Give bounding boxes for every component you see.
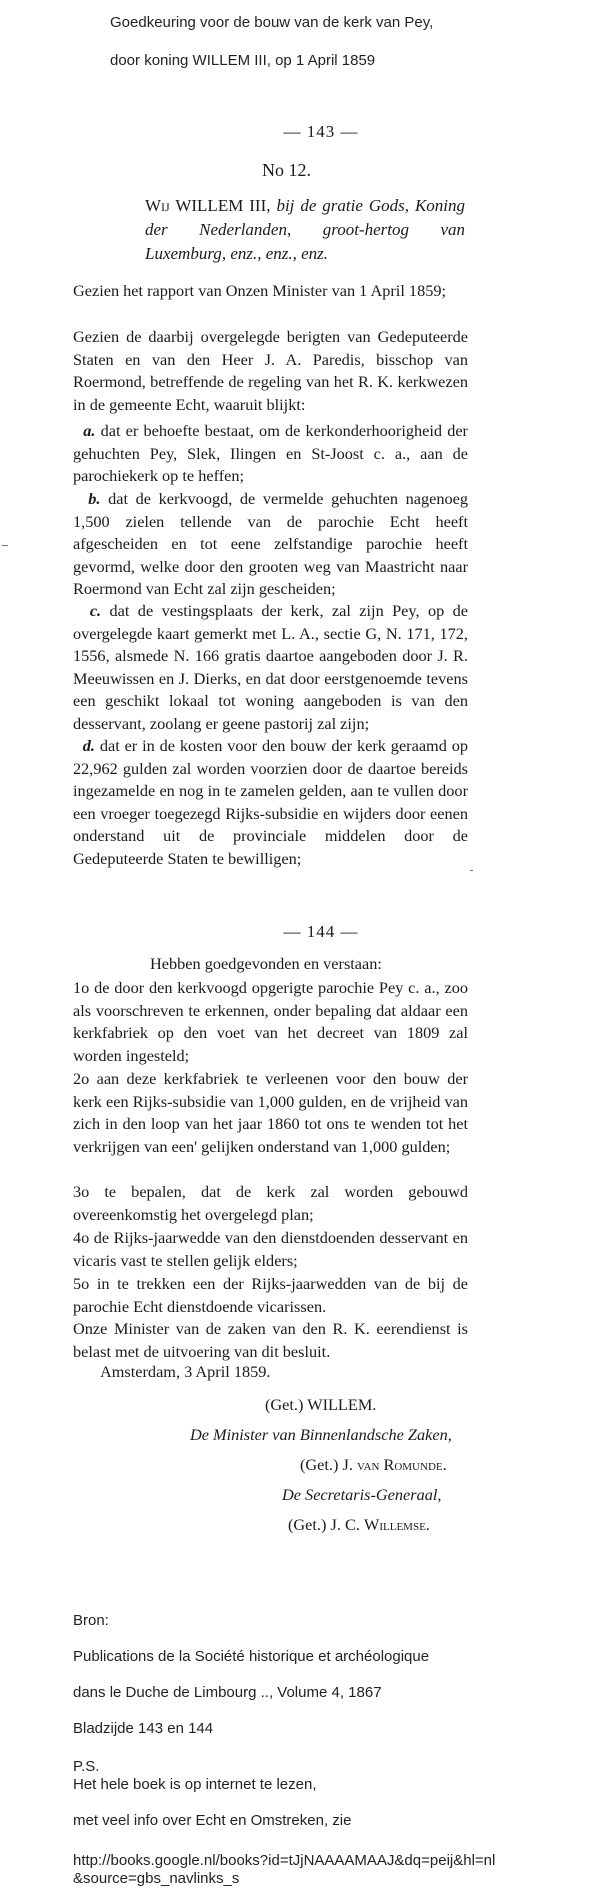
clause-a-label: a. (83, 421, 96, 440)
clause-b-text: dat de kerkvoogd, de vermelde gehuchten nagenoeg 1,500 zielen tellende van de parochie Echt heeft afgescheiden en tot eene zelfstandige parochie heeft gevormd, welke door den grooten weg van Maastricht naar Roermond van Echt zal zijn gescheiden; (73, 489, 469, 598)
title-italic-3: groot-hertog van Luxemburg (145, 220, 465, 263)
minister-title: De Minister van Binnenlandsche Zaken, (190, 1425, 452, 1444)
secretary-title: De Secretaris-Generaal, (282, 1485, 442, 1504)
intro-line-2: door koning WILLEM III, op 1 April 1859 (110, 52, 376, 69)
source-line-3: Bladzijde 143 en 144 (73, 1720, 214, 1737)
scan-speck (2, 545, 8, 546)
resolution-item-2: 2o aan deze kerkfabriek te verleenen voor den bouw der kerk een Rijks-subsidie van 1,000 gulden, en de vrijheid van zich in den loop van het jaar 1860 tot ons te wenden tot het verkrijgen van een' gelijken onderstand van 1,000 gulden; (73, 1069, 468, 1156)
title-italic-2: Koning der Nederlanden (145, 196, 465, 239)
clause-a-text: dat er behoefte bestaat, om de kerkonderhoorigheid der gehuchten Pey, Slek, Ilingen en St-Joost c. a., aan de parochiekerk op te heffen; (73, 421, 468, 485)
clause-d-text: dat er in de kosten voor den bouw der kerk geraamd op 22,962 gulden zal worden voorzien door de daartoe bereids ingezamelde en nog in te zamelen gelden, aan te vullen door een vroeger toegezegd Rijks-subsidie en wijders door eenen onderstand uit de provinciale middelen door de Gedeputeerde Staten te bewilligen; (73, 736, 468, 868)
clause-d (73, 735, 468, 870)
source-line-2: dans le Duche de Limbourg .., Volume 4, 1867 (73, 1684, 382, 1701)
title-tail: enz., enz., enz. (230, 244, 329, 263)
source-line-1: Publications de la Société historique et archéologique (73, 1648, 430, 1665)
signature-secretary-prefix: (Get.) J. C. (288, 1515, 360, 1534)
signature-secretary-name: Willemse. (363, 1515, 430, 1534)
clause-c-label: c. (89, 601, 102, 620)
scan-speck (470, 870, 473, 871)
signature-minister (300, 1455, 447, 1475)
book-url-line-2[interactable]: &source=gbs_navlinks_s (73, 1870, 240, 1887)
source-label: Bron: (73, 1612, 109, 1629)
paragraph-report: Gezien het rapport van Onzen Minister van 1 April 1859; (73, 281, 447, 300)
resolution-intro: Hebben goedgevonden en verstaan: (150, 954, 382, 973)
intro-line-1: Goedkeuring voor de bouw van de kerk van Pey, (110, 14, 434, 31)
clause-d-label: d. (82, 736, 95, 755)
clause-b (73, 488, 468, 601)
resolution-item-4: 4o de Rijks-jaarwedde van den dienstdoenden desservant en vicaris vast te stellen gelijk elders; (73, 1228, 468, 1270)
signature-secretary (288, 1515, 430, 1535)
resolution-item-5: 5o in te trekken een der Rijks-jaarwedden van de bij de parochie Echt dienstdoende vicarissen. (73, 1274, 468, 1316)
ps-line-2: met veel info over Echt en Omstreken, zie (73, 1812, 352, 1829)
clause-c-text: dat de vestingsplaats der kerk, zal zijn Pey, op de overgelegde kaart gemerkt met L. A., sectie G, N. 171, 172, 1556, alsmede N. 166 gratis daartoe aangeboden door J. R. Meeuwissen en J. Dierks, en dat door eerstgenoemde tevens een geschikt lokaal tot woning aangeboden is van den desservant, zoolang er geene pastorij zal zijn; (73, 601, 468, 733)
clause-b-label: b. (88, 489, 101, 508)
decree-number: No 12. (262, 160, 311, 180)
resolution-item-3: 3o te bepalen, dat de kerk zal worden gebouwd overeenkomstig het overgelegd plan; (73, 1182, 468, 1224)
ps-line-1: Het hele boek is op internet te lezen, (73, 1776, 317, 1793)
signature-minister-name: van Romunde. (356, 1455, 447, 1474)
page-number-144: — 144 — (283, 922, 359, 941)
resolution-closing: Onze Minister van de zaken van den R. K. eerendienst is belast met de uitvoering van dit besluit. (73, 1319, 468, 1361)
paragraph-reports-considered: Gezien de daarbij overgelegde berigten van Gedeputeerde Staten en van den Heer J. A. Paredis, bisschop van Roermond, betreffende de regeling van het R. K. kerkwezen in de gemeente Echt, waaruit blijkt: (73, 327, 468, 414)
title-prefix: Wij WILLEM III (145, 196, 267, 215)
signature-minister-prefix: (Get.) J. (300, 1455, 353, 1474)
ps-label: P.S. (73, 1758, 100, 1775)
clause-c (73, 600, 468, 735)
clause-a (73, 420, 468, 488)
resolution-item-1: 1o de door den kerkvoogd opgerigte parochie Pey c. a., zoo als voorschreven te erkennen, onder bepaling dat aldaar een kerkfabriek op den voet van het decreet van 1809 zal worden ingesteld; (73, 978, 468, 1065)
page-number-143: — 143 — (283, 122, 359, 141)
decree-title: Wij WILLEM III, bij de gratie Gods, Koning der Nederlanden, groot-hertog van Luxemburg, enz., enz., enz. (145, 196, 465, 263)
book-url-line-1[interactable]: http://books.google.nl/books?id=tJjNAAAAMAAJ&dq=peij&hl=nl (73, 1852, 496, 1869)
signature-king: (Get.) WILLEM. (265, 1395, 377, 1414)
title-italic-1: bij de gratie Gods (276, 196, 405, 215)
decree-date: Amsterdam, 3 April 1859. (100, 1362, 271, 1381)
